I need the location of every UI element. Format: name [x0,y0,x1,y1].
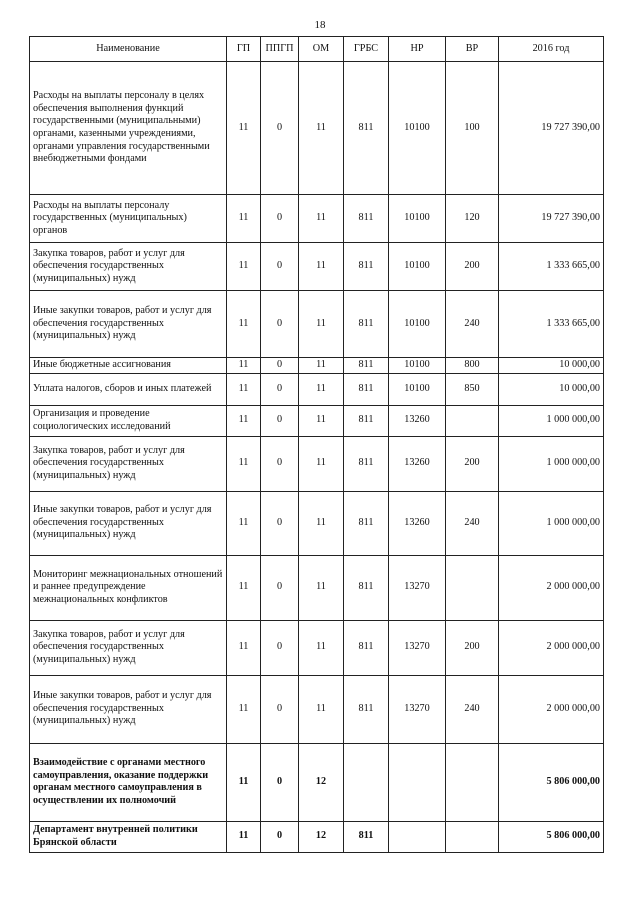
table-row [30,62,604,195]
grbs-cell: 811 [344,555,389,620]
grbs-cell: 811 [344,491,389,555]
table-row [30,821,604,852]
table-row [30,243,604,291]
ppgp-cell: 0 [261,62,299,195]
header-gp: ГП [227,37,261,62]
table-row [30,358,604,374]
amount-cell: 1 000 000,00 [499,491,604,555]
vr-cell: 200 [446,620,499,675]
om-cell: 11 [299,620,344,675]
vr-cell [446,405,499,436]
om-cell: 11 [299,195,344,243]
vr-cell: 200 [446,243,499,291]
vr-cell [446,821,499,852]
grbs-cell: 811 [344,436,389,491]
ppgp-cell: 0 [261,821,299,852]
ppgp-cell: 0 [261,555,299,620]
gp-cell: 11 [227,62,261,195]
nr-cell: 13270 [389,675,446,743]
amount-cell: 1 000 000,00 [499,405,604,436]
gp-cell: 11 [227,821,261,852]
table-row [30,373,604,405]
ppgp-cell: 0 [261,195,299,243]
om-cell: 11 [299,436,344,491]
ppgp-cell: 0 [261,291,299,358]
gp-cell: 11 [227,555,261,620]
nr-cell: 10100 [389,243,446,291]
nr-cell: 13270 [389,555,446,620]
gp-cell: 11 [227,195,261,243]
name-cell: Расходы на выплаты персоналу в целях обеспечения выполнения функций государственными (муниципальными) органами, казенными учреждениями, органами управления государственными внебюджетными фондами [30,62,227,195]
grbs-cell: 811 [344,405,389,436]
amount-cell: 5 806 000,00 [499,821,604,852]
table-row [30,405,604,436]
table-row [30,555,604,620]
name-cell: Иные закупки товаров, работ и услуг для обеспечения государственных (муниципальных) нужд [30,675,227,743]
name-cell: Расходы на выплаты персоналу государственных (муниципальных) органов [30,195,227,243]
vr-cell: 120 [446,195,499,243]
amount-cell: 1 000 000,00 [499,436,604,491]
grbs-cell: 811 [344,373,389,405]
nr-cell: 10100 [389,291,446,358]
nr-cell: 10100 [389,358,446,374]
name-cell: Уплата налогов, сборов и иных платежей [30,373,227,405]
amount-cell: 10 000,00 [499,358,604,374]
grbs-cell: 811 [344,675,389,743]
amount-cell: 10 000,00 [499,373,604,405]
vr-cell: 240 [446,291,499,358]
om-cell: 11 [299,675,344,743]
nr-cell [389,743,446,821]
ppgp-cell: 0 [261,620,299,675]
om-cell: 12 [299,821,344,852]
om-cell: 12 [299,743,344,821]
gp-cell: 11 [227,620,261,675]
ppgp-cell: 0 [261,436,299,491]
page-number: 18 [314,19,326,31]
grbs-cell: 811 [344,620,389,675]
gp-cell: 11 [227,675,261,743]
name-cell: Иные бюджетные ассигнования [30,358,227,374]
name-cell: Иные закупки товаров, работ и услуг для обеспечения государственных (муниципальных) нужд [30,291,227,358]
vr-cell: 100 [446,62,499,195]
gp-cell: 11 [227,405,261,436]
name-cell: Закупка товаров, работ и услуг для обеспечения государственных (муниципальных) нужд [30,243,227,291]
ppgp-cell: 0 [261,243,299,291]
vr-cell: 800 [446,358,499,374]
om-cell: 11 [299,491,344,555]
om-cell: 11 [299,291,344,358]
grbs-cell: 811 [344,243,389,291]
table-row [30,195,604,243]
header-ppgp: ППГП [261,37,299,62]
gp-cell: 11 [227,373,261,405]
header-om: ОМ [299,37,344,62]
amount-cell: 1 333 665,00 [499,243,604,291]
header-vr: ВР [446,37,499,62]
table-header-row [30,37,604,62]
amount-cell: 1 333 665,00 [499,291,604,358]
ppgp-cell: 0 [261,358,299,374]
ppgp-cell: 0 [261,743,299,821]
grbs-cell: 811 [344,62,389,195]
name-cell: Закупка товаров, работ и услуг для обеспечения государственных (муниципальных) нужд [30,436,227,491]
name-cell: Департамент внутренней политики Брянской области [30,821,227,852]
gp-cell: 11 [227,243,261,291]
gp-cell: 11 [227,291,261,358]
grbs-cell: 811 [344,821,389,852]
grbs-cell: 811 [344,195,389,243]
budget-table [29,36,604,853]
ppgp-cell: 0 [261,373,299,405]
ppgp-cell: 0 [261,405,299,436]
table-row [30,675,604,743]
name-cell: Мониторинг межнациональных отношений и раннее предупреждение межнациональных конфликтов [30,555,227,620]
table-row [30,743,604,821]
name-cell: Организация и проведение социологических исследований [30,405,227,436]
table-row [30,620,604,675]
table-row [30,491,604,555]
om-cell: 11 [299,555,344,620]
vr-cell: 240 [446,675,499,743]
header-year: 2016 год [499,37,604,62]
om-cell: 11 [299,373,344,405]
om-cell: 11 [299,62,344,195]
om-cell: 11 [299,405,344,436]
amount-cell: 19 727 390,00 [499,195,604,243]
amount-cell: 5 806 000,00 [499,743,604,821]
name-cell: Иные закупки товаров, работ и услуг для обеспечения государственных (муниципальных) нужд [30,491,227,555]
vr-cell: 850 [446,373,499,405]
vr-cell [446,743,499,821]
nr-cell: 13260 [389,436,446,491]
vr-cell: 200 [446,436,499,491]
gp-cell: 11 [227,743,261,821]
nr-cell: 10100 [389,195,446,243]
gp-cell: 11 [227,358,261,374]
grbs-cell [344,743,389,821]
header-grbs: ГРБС [344,37,389,62]
header-nr: НР [389,37,446,62]
nr-cell [389,821,446,852]
name-cell: Взаимодействие с органами местного самоуправления, оказание поддержки органам местного самоуправления в осуществлении их полномочий [30,743,227,821]
table-row [30,291,604,358]
nr-cell: 13260 [389,405,446,436]
nr-cell: 13270 [389,620,446,675]
nr-cell: 13260 [389,491,446,555]
amount-cell: 2 000 000,00 [499,555,604,620]
name-cell: Закупка товаров, работ и услуг для обеспечения государственных (муниципальных) нужд [30,620,227,675]
gp-cell: 11 [227,491,261,555]
gp-cell: 11 [227,436,261,491]
ppgp-cell: 0 [261,491,299,555]
nr-cell: 10100 [389,62,446,195]
amount-cell: 2 000 000,00 [499,675,604,743]
ppgp-cell: 0 [261,675,299,743]
grbs-cell: 811 [344,358,389,374]
grbs-cell: 811 [344,291,389,358]
nr-cell: 10100 [389,373,446,405]
vr-cell: 240 [446,491,499,555]
amount-cell: 2 000 000,00 [499,620,604,675]
amount-cell: 19 727 390,00 [499,62,604,195]
om-cell: 11 [299,358,344,374]
table-row [30,436,604,491]
vr-cell [446,555,499,620]
om-cell: 11 [299,243,344,291]
header-name: Наименование [30,37,227,62]
